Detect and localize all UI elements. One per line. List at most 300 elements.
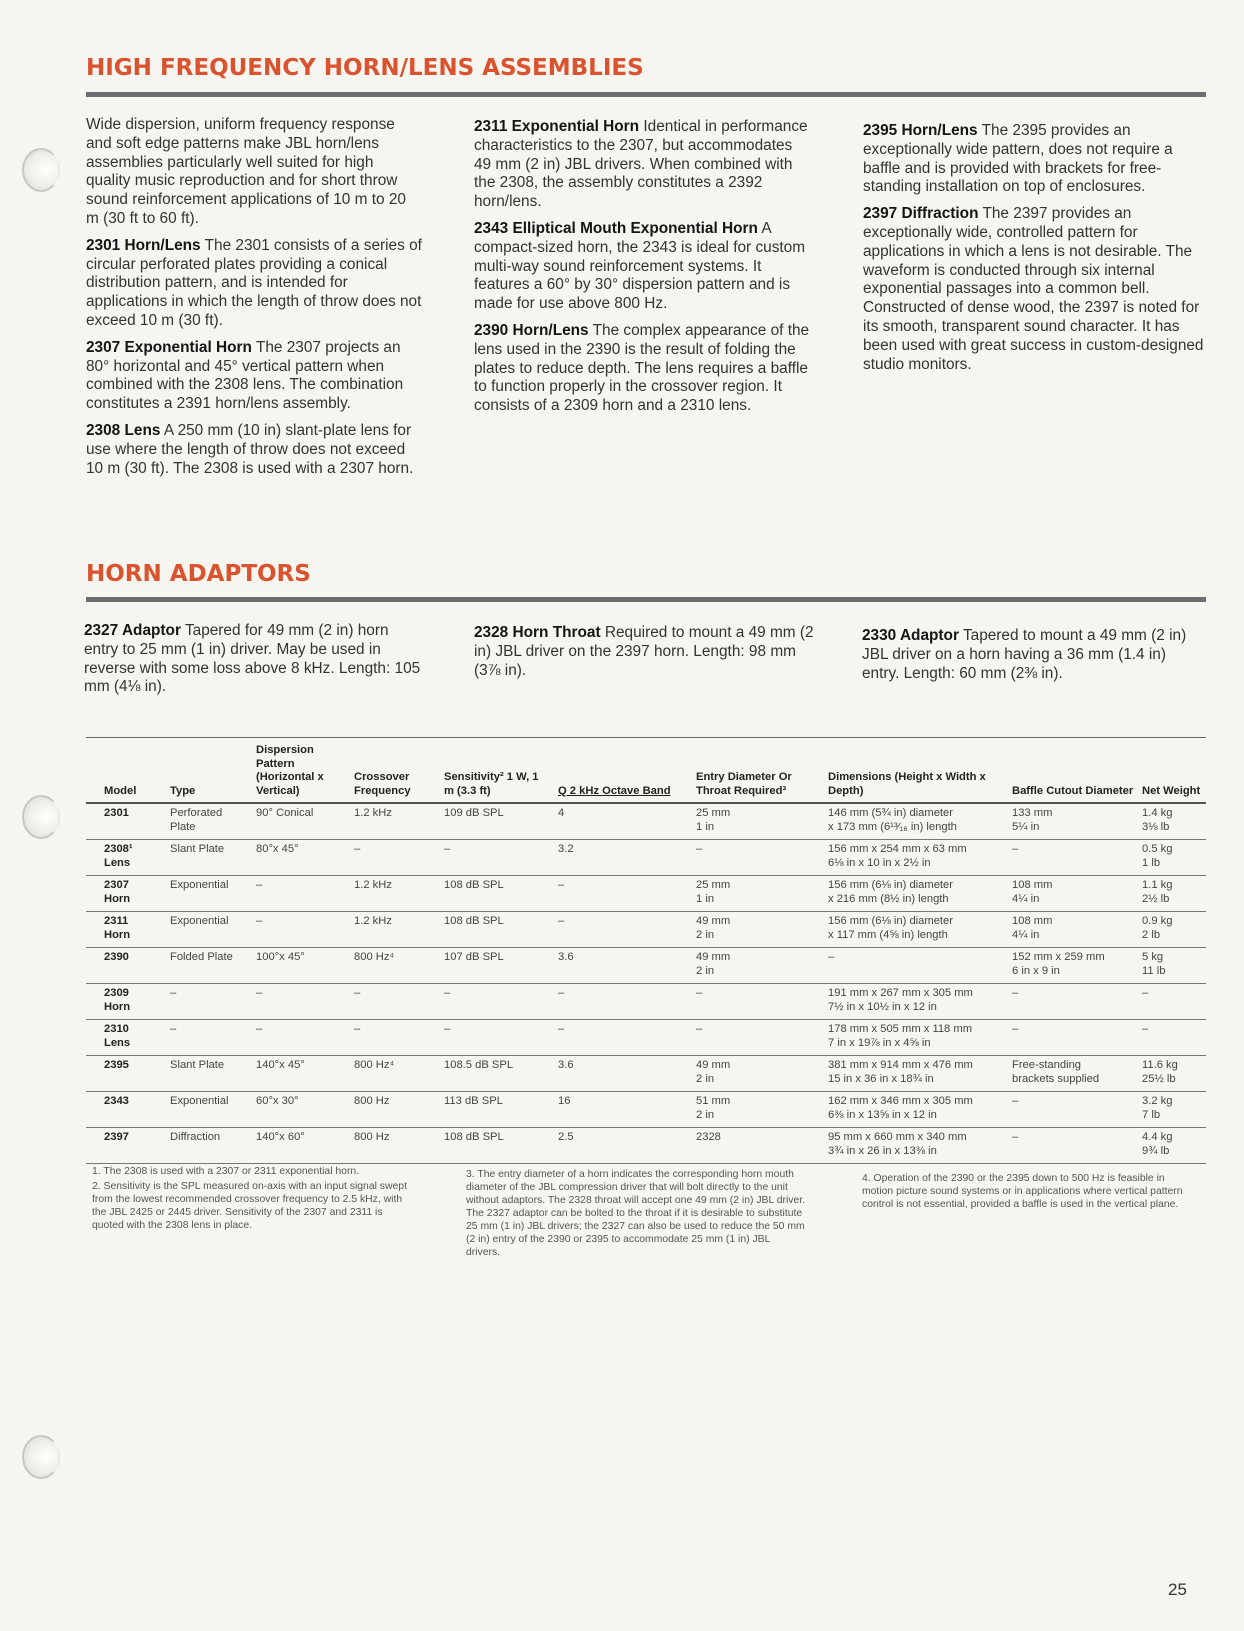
table-row <box>86 1128 1206 1164</box>
cell-crossover <box>350 1020 440 1056</box>
cell-dimensions-line: 178 mm x 505 mm x 118 mm <box>828 1023 973 1036</box>
cell-q <box>554 948 692 984</box>
cell-model-line: 2309 <box>104 987 129 1000</box>
cell-type <box>166 840 252 876</box>
cell-entry <box>692 1020 824 1056</box>
cell-entry-line: 2328 <box>696 1131 721 1144</box>
hf-item-text: The 2307 projects an 80° horizontal and 45° vertical pattern when combined with the 2308 lens. The combination constitutes a 2391 horn/lens assembly. <box>86 338 404 413</box>
cell-weight-line: 4.4 kg <box>1142 1131 1173 1144</box>
binder-hole <box>22 148 60 192</box>
footnote: 2. Sensitivity is the SPL measured on-axis with an input signal swept from the lowest recommended crossover frequency to 2.5 kHz, with the JBL 2425 or 2445 driver. Sensitivity of the 2307 and 2311 is quoted with the 2308 lens in place. <box>92 1181 407 1231</box>
col-header-dispersion: Dispersion Pattern (Horizontal x Vertical) <box>252 738 350 804</box>
cell-model-line: 2301 <box>104 807 129 820</box>
cell-entry-line: 2 in <box>696 1108 715 1121</box>
cell-sensitivity <box>440 912 554 948</box>
cell-crossover <box>350 840 440 876</box>
cell-type <box>166 1056 252 1092</box>
cell-q <box>554 1128 692 1164</box>
cell-baffle <box>1008 912 1138 948</box>
cell-weight-line: 0.9 kg <box>1142 915 1173 928</box>
cell-weight-line: 3⅛ lb <box>1142 820 1170 833</box>
cell-crossover-line: 1.2 kHz <box>354 915 392 928</box>
cell-sensitivity-line: 109 dB SPL <box>444 807 504 820</box>
cell-baffle-line: – <box>1012 1131 1019 1144</box>
cell-crossover <box>350 984 440 1020</box>
hf-item-heading: 2308 Lens <box>86 421 161 439</box>
cell-crossover-line: 800 Hz <box>354 1095 390 1108</box>
adaptor-item-heading: 2327 Adaptor <box>84 622 181 639</box>
cell-dimensions-line: x 117 mm (4⅝ in) length <box>828 928 948 941</box>
cell-model-line: Lens <box>104 856 131 869</box>
cell-baffle <box>1008 1128 1138 1164</box>
adaptor-item <box>474 624 814 680</box>
cell-weight-line: 11 lb <box>1142 964 1166 977</box>
cell-dimensions <box>824 840 1008 876</box>
col-header-dimensions: Dimensions (Height x Width x Depth) <box>824 738 1008 804</box>
hf-item-text: The 2301 consists of a series of circular perforated plates providing a conical distribution pattern, and is intended for applications in which the length of throw does not exceed 10 m (30 ft). <box>86 236 422 329</box>
cell-crossover-line: 800 Hz <box>354 1131 390 1144</box>
cell-q-line: – <box>558 1023 565 1036</box>
cell-weight-line: 7 lb <box>1142 1108 1161 1121</box>
hf-item <box>863 205 1207 374</box>
cell-weight-line: 1 lb <box>1142 856 1161 869</box>
cell-type-line: Slant Plate <box>170 843 225 856</box>
cell-dimensions <box>824 1056 1008 1092</box>
cell-dimensions-line: x 173 mm (6¹³⁄₁₆ in) length <box>828 820 957 833</box>
section-title-adaptors: HORN ADAPTORS <box>86 561 311 587</box>
cell-sensitivity <box>440 948 554 984</box>
cell-q <box>554 840 692 876</box>
table-row <box>86 876 1206 912</box>
cell-dimensions-line: 6⅜ in x 13⅝ in x 12 in <box>828 1108 937 1121</box>
cell-type-line: – <box>170 987 177 1000</box>
table-row <box>86 803 1206 840</box>
col-header-crossover: Crossover Frequency <box>350 738 440 804</box>
cell-baffle <box>1008 984 1138 1020</box>
col-header-type: Type <box>166 738 252 804</box>
cell-dispersion <box>252 1056 350 1092</box>
cell-baffle <box>1008 840 1138 876</box>
cell-q-line: 4 <box>558 807 565 820</box>
cell-dispersion-line: 140°x 60° <box>256 1131 305 1144</box>
table-row <box>86 912 1206 948</box>
cell-crossover <box>350 1128 440 1164</box>
cell-entry <box>692 876 824 912</box>
binder-hole <box>22 1435 60 1479</box>
cell-crossover <box>350 803 440 840</box>
hf-item <box>86 237 422 331</box>
cell-entry <box>692 803 824 840</box>
cell-type-line: Slant Plate <box>170 1059 225 1072</box>
cell-type <box>166 948 252 984</box>
cell-weight <box>1138 803 1206 840</box>
cell-model <box>86 1092 166 1128</box>
cell-sensitivity-line: – <box>444 1023 451 1036</box>
cell-type-line: Exponential <box>170 915 229 928</box>
hf-column-2 <box>474 118 810 424</box>
cell-baffle <box>1008 876 1138 912</box>
cell-entry <box>692 1092 824 1128</box>
cell-dispersion <box>252 984 350 1020</box>
cell-baffle-line: – <box>1012 1023 1019 1036</box>
cell-sensitivity-line: 108 dB SPL <box>444 915 504 928</box>
cell-weight-line: 5 kg <box>1142 951 1164 964</box>
cell-dispersion-line: – <box>256 1023 263 1036</box>
cell-weight-line: 11.6 kg <box>1142 1059 1178 1072</box>
cell-sensitivity <box>440 803 554 840</box>
cell-dispersion <box>252 1128 350 1164</box>
table-row <box>86 1020 1206 1056</box>
hf-item-text: A 250 mm (10 in) slant-plate lens for use where the length of throw does not exceed 10 m (30 ft). The 2308 is used with a 2307 horn. <box>86 421 414 477</box>
cell-type-line: – <box>170 1023 177 1036</box>
cell-sensitivity <box>440 1020 554 1056</box>
cell-dispersion-line: 80°x 45° <box>256 843 299 856</box>
cell-model-line: Lens <box>104 1036 131 1049</box>
cell-dispersion-line: 90° Conical <box>256 807 314 820</box>
cell-dispersion <box>252 1020 350 1056</box>
cell-type <box>166 984 252 1020</box>
section-title-hf: HIGH FREQUENCY HORN/LENS ASSEMBLIES <box>86 55 644 81</box>
cell-dispersion <box>252 948 350 984</box>
cell-dimensions-line: – <box>828 951 835 964</box>
cell-sensitivity-line: 108 dB SPL <box>444 879 504 892</box>
cell-baffle-line: Free-standing <box>1012 1059 1082 1072</box>
cell-dispersion <box>252 876 350 912</box>
cell-entry-line: 2 in <box>696 964 715 977</box>
cell-baffle-line: 4¼ in <box>1012 928 1040 941</box>
cell-entry-line: 25 mm <box>696 879 731 892</box>
cell-dispersion-line: 100°x 45° <box>256 951 305 964</box>
cell-dispersion <box>252 912 350 948</box>
hf-item <box>863 122 1207 197</box>
cell-weight-line: 2½ lb <box>1142 892 1170 905</box>
binder-hole <box>22 795 60 839</box>
cell-type-line: Diffraction <box>170 1131 221 1144</box>
cell-type <box>166 876 252 912</box>
footnotes-col-2 <box>466 1168 806 1261</box>
cell-weight-line: 9¾ lb <box>1142 1144 1170 1157</box>
cell-q-line: – <box>558 915 565 928</box>
hf-item <box>474 322 810 416</box>
cell-model-line: 2390 <box>104 951 129 964</box>
cell-sensitivity <box>440 1056 554 1092</box>
cell-model-line: 2307 <box>104 879 129 892</box>
cell-baffle-line: 152 mm x 259 mm <box>1012 951 1105 964</box>
adaptor-item-text: Tapered to mount a 49 mm (2 in) JBL driver on a horn having a 36 mm (1.4 in) entry. Length: 60 mm (2⅜ in). <box>862 627 1187 682</box>
cell-baffle <box>1008 803 1138 840</box>
cell-weight-line: 25½ lb <box>1142 1072 1176 1085</box>
cell-dispersion <box>252 803 350 840</box>
adaptor-column-1 <box>84 622 424 705</box>
table-row <box>86 1092 1206 1128</box>
cell-entry <box>692 984 824 1020</box>
cell-weight-line: 2 lb <box>1142 928 1161 941</box>
cell-type-line: Folded Plate <box>170 951 233 964</box>
cell-dispersion <box>252 1092 350 1128</box>
cell-model-line: 2397 <box>104 1131 129 1144</box>
adaptor-item-text: Required to mount a 49 mm (2 in) JBL driver on the 2397 horn. Length: 98 mm (3⅞ in). <box>474 624 814 679</box>
hf-item-heading: 2301 Horn/Lens <box>86 236 201 254</box>
cell-entry-line: 49 mm <box>696 1059 731 1072</box>
cell-sensitivity <box>440 1092 554 1128</box>
cell-model-line: Horn <box>104 892 131 905</box>
cell-dimensions-line: 3¾ in x 26 in x 13⅜ in <box>828 1144 937 1157</box>
cell-baffle <box>1008 1092 1138 1128</box>
cell-entry-line: 51 mm <box>696 1095 731 1108</box>
col-header-weight: Net Weight <box>1138 738 1206 804</box>
cell-weight <box>1138 1056 1206 1092</box>
adaptor-column-2 <box>474 624 814 688</box>
cell-sensitivity <box>440 1128 554 1164</box>
cell-sensitivity <box>440 984 554 1020</box>
adaptor-item <box>84 622 424 697</box>
cell-weight <box>1138 876 1206 912</box>
hf-item-heading: 2390 Horn/Lens <box>474 321 589 339</box>
cell-baffle <box>1008 1056 1138 1092</box>
cell-entry <box>692 1056 824 1092</box>
cell-sensitivity-line: 113 dB SPL <box>444 1095 503 1108</box>
cell-model <box>86 948 166 984</box>
cell-dimensions-line: 381 mm x 914 mm x 476 mm <box>828 1059 973 1072</box>
table-header-row <box>86 738 1206 804</box>
cell-q <box>554 1020 692 1056</box>
cell-q <box>554 876 692 912</box>
cell-weight-line: – <box>1142 987 1149 1000</box>
cell-entry-line: 1 in <box>696 820 715 833</box>
col-header-sensitivity: Sensitivity² 1 W, 1 m (3.3 ft) <box>440 738 554 804</box>
cell-baffle-line: 108 mm <box>1012 879 1053 892</box>
cell-q-line: 16 <box>558 1095 571 1108</box>
cell-sensitivity-line: 107 dB SPL <box>444 951 504 964</box>
cell-model <box>86 1128 166 1164</box>
table-row <box>86 984 1206 1020</box>
cell-weight <box>1138 912 1206 948</box>
cell-dimensions <box>824 948 1008 984</box>
cell-weight-line: 1.4 kg <box>1142 807 1173 820</box>
cell-dimensions <box>824 876 1008 912</box>
hf-column-1 <box>86 116 422 486</box>
cell-weight-line: 0.5 kg <box>1142 843 1173 856</box>
col-header-entry: Entry Diameter Or Throat Required³ <box>692 738 824 804</box>
cell-model-line: Horn <box>104 1000 131 1013</box>
cell-model <box>86 840 166 876</box>
cell-baffle-line: 108 mm <box>1012 915 1053 928</box>
cell-dimensions <box>824 1092 1008 1128</box>
cell-baffle-line: – <box>1012 843 1019 856</box>
cell-entry-line: 1 in <box>696 892 715 905</box>
cell-crossover <box>350 912 440 948</box>
footnote: 4. Operation of the 2390 or the 2395 down to 500 Hz is feasible in motion picture sound systems or in applications where vertical pattern control is not essential, provided a baffle is used in the vertical plane. <box>862 1173 1183 1210</box>
cell-weight-line: 3.2 kg <box>1142 1095 1173 1108</box>
cell-entry <box>692 912 824 948</box>
cell-q <box>554 912 692 948</box>
cell-q <box>554 803 692 840</box>
cell-sensitivity <box>440 840 554 876</box>
cell-dimensions-line: 95 mm x 660 mm x 340 mm <box>828 1131 967 1144</box>
cell-q-line: 2.5 <box>558 1131 574 1144</box>
cell-q-line: – <box>558 879 565 892</box>
cell-dimensions <box>824 984 1008 1020</box>
hf-item-heading: 2311 Exponential Horn <box>474 118 640 135</box>
cell-baffle-line: 6 in x 9 in <box>1012 964 1060 977</box>
table-row <box>86 948 1206 984</box>
cell-sensitivity-line: – <box>444 843 451 856</box>
footnote: 1. The 2308 is used with a 2307 or 2311 exponential horn. <box>92 1166 360 1177</box>
cell-sensitivity-line: 108 dB SPL <box>444 1131 504 1144</box>
cell-baffle <box>1008 1020 1138 1056</box>
cell-entry-line: 2 in <box>696 928 715 941</box>
cell-type <box>166 912 252 948</box>
footnote: 3. The entry diameter of a horn indicates the corresponding horn mouth diameter of the JBL compression driver that will bolt directly to the unit without adaptors. The 2328 throat will accept one 49 mm (2 in) JBL driver. The 2327 adaptor can be bolted to the throat if it is desirable to substitute 25 mm (1 in) JBL drivers; the 2327 can also be used to reduce the 50 mm (2 in) entry of the 2390 or 2395 to accommodate 25 mm (1 in) JBL drivers. <box>466 1169 806 1258</box>
cell-dispersion-line: 60°x 30° <box>256 1095 299 1108</box>
cell-q <box>554 984 692 1020</box>
cell-model-line: 2311 <box>104 915 129 928</box>
cell-sensitivity-line: 108.5 dB SPL <box>444 1059 514 1072</box>
cell-q-line: – <box>558 987 565 1000</box>
cell-entry-line: 2 in <box>696 1072 715 1085</box>
col-header-baffle: Baffle Cutout Diameter <box>1008 738 1138 804</box>
cell-crossover-line: 1.2 kHz <box>354 879 392 892</box>
cell-dispersion-line: – <box>256 879 263 892</box>
cell-crossover <box>350 948 440 984</box>
cell-model <box>86 984 166 1020</box>
cell-weight <box>1138 1020 1206 1056</box>
cell-type-line: Exponential <box>170 879 229 892</box>
cell-entry-line: – <box>696 987 703 1000</box>
cell-entry-line: 25 mm <box>696 807 731 820</box>
cell-entry-line: – <box>696 843 703 856</box>
cell-model-line: 2310 <box>104 1023 129 1036</box>
table-row <box>86 1056 1206 1092</box>
col-header-model: Model <box>86 738 166 804</box>
table-row <box>86 840 1206 876</box>
cell-dimensions-line: 156 mm x 254 mm x 63 mm <box>828 843 967 856</box>
cell-entry <box>692 948 824 984</box>
cell-dimensions-line: 191 mm x 267 mm x 305 mm <box>828 987 973 1000</box>
cell-baffle-line: 4¼ in <box>1012 892 1040 905</box>
cell-q <box>554 1092 692 1128</box>
cell-crossover-line: 800 Hz⁴ <box>354 1059 395 1072</box>
cell-entry-line: 49 mm <box>696 915 731 928</box>
adaptor-item <box>862 627 1206 683</box>
cell-baffle-line: – <box>1012 1095 1019 1108</box>
cell-weight-line: 1.1 kg <box>1142 879 1173 892</box>
cell-sensitivity <box>440 876 554 912</box>
cell-dispersion-line: – <box>256 915 263 928</box>
cell-crossover-line: – <box>354 987 361 1000</box>
cell-model <box>86 912 166 948</box>
section-rule <box>86 597 1206 602</box>
cell-type <box>166 1092 252 1128</box>
cell-dimensions-line: 7½ in x 10½ in x 12 in <box>828 1000 937 1013</box>
section-rule <box>86 92 1206 97</box>
hf-item-text: The complex appearance of the lens used in the 2390 is the result of folding the plates to reduce depth. The lens requires a baffle to function properly in the crossover region. It consists of a 2309 horn and a 2310 lens. <box>474 321 810 415</box>
cell-entry-line: – <box>696 1023 703 1036</box>
hf-item-heading: 2395 Horn/Lens <box>863 122 978 139</box>
cell-baffle-line: 5¼ in <box>1012 820 1040 833</box>
cell-type <box>166 1020 252 1056</box>
hf-item-heading: 2397 Diffraction <box>863 205 979 223</box>
hf-item-text: Identical in performance characteristics to the 2307, but accommodates 49 mm (2 in) JBL drivers. When combined with the 2308, the assembly constitutes a 2392 horn/lens. <box>474 118 808 211</box>
cell-baffle-line: 133 mm <box>1012 807 1053 820</box>
cell-type-line: Perforated Plate <box>170 807 223 833</box>
hf-item-text: The 2395 provides an exceptionally wide pattern, does not require a baffle and is provided with brackets for free-standing installation on top of enclosures. <box>863 122 1173 196</box>
hf-item <box>474 118 810 212</box>
adaptor-item-heading: 2330 Adaptor <box>862 627 959 644</box>
cell-dimensions-line: x 216 mm (8½ in) length <box>828 892 949 905</box>
cell-baffle <box>1008 948 1138 984</box>
cell-type <box>166 1128 252 1164</box>
footnotes-col-3 <box>862 1172 1192 1213</box>
cell-q-line: 3.2 <box>558 843 574 856</box>
hf-item <box>474 220 810 314</box>
cell-model <box>86 1020 166 1056</box>
cell-model <box>86 1056 166 1092</box>
cell-dimensions-line: 156 mm (6⅛ in) diameter <box>828 915 953 928</box>
hf-item <box>86 339 422 414</box>
cell-dispersion <box>252 840 350 876</box>
cell-crossover-line: 1.2 kHz <box>354 807 392 820</box>
cell-weight-line: – <box>1142 1023 1149 1036</box>
cell-sensitivity-line: – <box>444 987 451 1000</box>
adaptor-column-3 <box>862 627 1206 691</box>
cell-dimensions-line: 6⅛ in x 10 in x 2½ in <box>828 856 931 869</box>
cell-crossover-line: – <box>354 843 361 856</box>
cell-q <box>554 1056 692 1092</box>
hf-item <box>86 422 422 478</box>
cell-dimensions-line: 146 mm (5¾ in) diameter <box>828 807 953 820</box>
cell-crossover <box>350 876 440 912</box>
footnotes-col-1 <box>92 1165 414 1234</box>
cell-model <box>86 803 166 840</box>
cell-weight <box>1138 840 1206 876</box>
cell-model <box>86 876 166 912</box>
page-number: 25 <box>1168 1580 1187 1599</box>
cell-baffle-line: brackets supplied <box>1012 1072 1100 1085</box>
cell-baffle-line: – <box>1012 987 1019 1000</box>
hf-item-heading: 2307 Exponential Horn <box>86 338 252 356</box>
cell-model-line: Horn <box>104 928 131 941</box>
cell-type <box>166 803 252 840</box>
cell-model-line: 2308¹ <box>104 843 133 856</box>
cell-dimensions <box>824 1020 1008 1056</box>
hf-column-3 <box>863 122 1207 382</box>
adaptor-item-text: Tapered for 49 mm (2 in) horn entry to 25 mm (1 in) driver. May be used in reverse with some loss above 8 kHz. Length: 105 mm (4⅛ in). <box>84 622 421 696</box>
cell-q-line: 3.6 <box>558 951 574 964</box>
cell-dispersion-line: 140°x 45° <box>256 1059 305 1072</box>
cell-q-line: 3.6 <box>558 1059 574 1072</box>
cell-model-line: 2395 <box>104 1059 129 1072</box>
cell-dimensions <box>824 912 1008 948</box>
cell-dimensions-line: 156 mm (6⅛ in) diameter <box>828 879 953 892</box>
cell-model-line: 2343 <box>104 1095 129 1108</box>
cell-dimensions-line: 7 in x 19⅞ in x 4⅝ in <box>828 1036 931 1049</box>
cell-entry-line: 49 mm <box>696 951 731 964</box>
cell-crossover <box>350 1056 440 1092</box>
cell-entry <box>692 1128 824 1164</box>
cell-dimensions-line: 15 in x 36 in x 18¾ in <box>828 1072 934 1085</box>
cell-dimensions <box>824 803 1008 840</box>
cell-weight <box>1138 1092 1206 1128</box>
cell-crossover <box>350 1092 440 1128</box>
hf-intro: Wide dispersion, uniform frequency response and soft edge patterns make JBL horn/lens assemblies particularly well suited for high quality music reproduction and for short throw sound reinforcement applications of 10 m to 20 m (30 ft to 60 ft). <box>86 116 406 227</box>
hf-item-heading: 2343 Elliptical Mouth Exponential Horn <box>474 219 758 237</box>
adaptor-item-heading: 2328 Horn Throat <box>474 624 601 641</box>
cell-crossover-line: – <box>354 1023 361 1036</box>
cell-dimensions <box>824 1128 1008 1164</box>
col-header-q: Q 2 kHz Octave Band <box>554 738 692 804</box>
spec-table <box>86 737 1206 1164</box>
